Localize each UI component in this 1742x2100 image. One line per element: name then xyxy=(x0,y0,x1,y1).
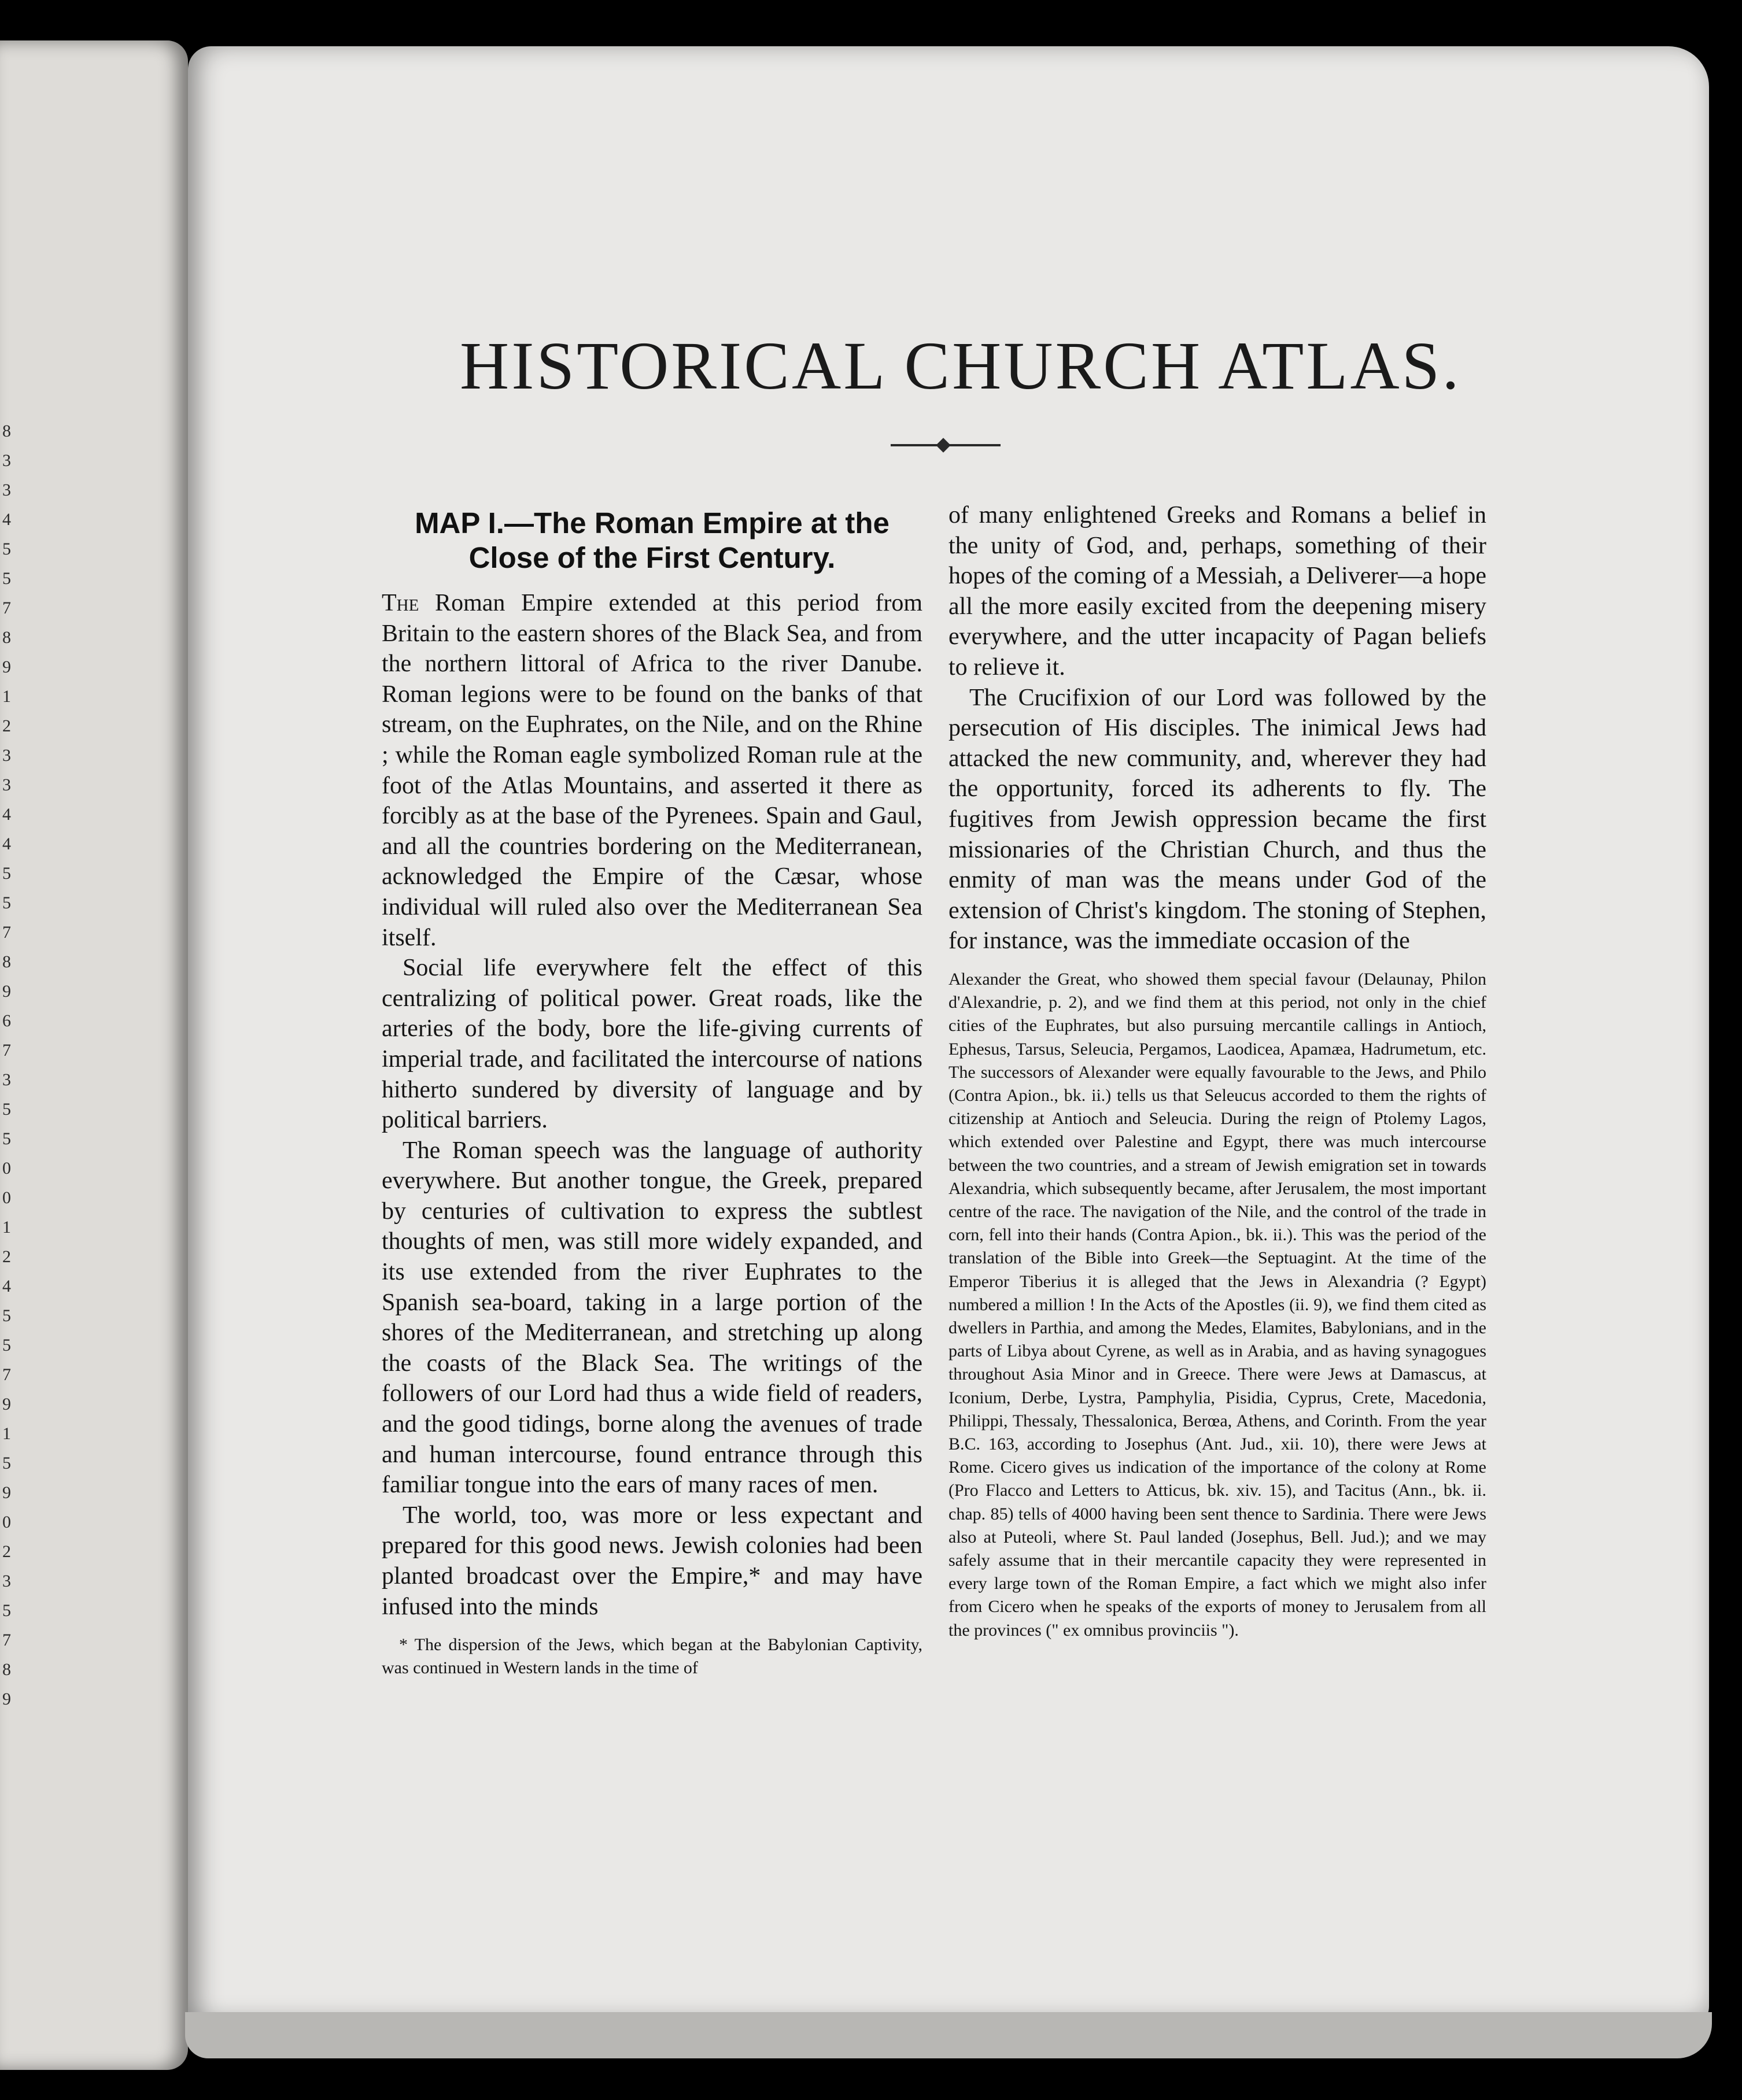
margin-number: 7 xyxy=(2,1631,11,1650)
margin-number: 3 xyxy=(2,1070,11,1089)
margin-number: 7 xyxy=(2,598,11,618)
margin-number: 5 xyxy=(2,539,11,559)
margin-number: 2 xyxy=(2,1542,11,1561)
margin-number: 5 xyxy=(2,1129,11,1148)
margin-number: 9 xyxy=(2,982,11,1001)
right-column xyxy=(948,500,1486,1642)
margin-number: 3 xyxy=(2,746,11,765)
margin-number: 7 xyxy=(2,1365,11,1384)
paragraph-roman-speech: The Roman speech was the language of authority everywhere. But another tongue, the Greek, prepared by centuries of cultivation to express the subtlest thoughts of men, was still more widely expanded, and its use extended from the river Euphrates to the Spanish sea-board, taking in a large portion of the shores of the Mediterranean, and stretching up along the coasts of the Black Sea. The writings of the followers of our Lord had thus a wide field of readers, and the good tidings, borne along the avenues of trade and human intercourse, found entrance through this familiar tongue into the ears of many races of men. xyxy=(382,1137,922,1499)
margin-number: 7 xyxy=(2,923,11,942)
paragraph-world-expectant: The world, too, was more or less expectant and prepared for this good news. Jewish colonies had been planted broadcast over the Empire,* and may have infused into the minds xyxy=(382,1502,922,1620)
margin-number: 5 xyxy=(2,1306,11,1325)
margin-number: 5 xyxy=(2,1336,11,1355)
drop-lead-word: The xyxy=(382,590,419,616)
margin-number: 4 xyxy=(2,834,11,853)
margin-number: 5 xyxy=(2,569,11,588)
paragraph-enlightened-greeks: of many enlightened Greeks and Romans a belief in the unity of God, and, perhaps, something of their hopes of the coming of a Messiah, a Deliverer—a hope all the more easily excited from the deepening misery everywhere, and the utter incapacity of Pagan beliefs to relieve it. xyxy=(948,502,1486,681)
footnote-continuation: Alexander the Great, who showed them special favour (Delaunay, Philon d'Alexandrie, p. 2), and we find them at this period, not only in the chief cities of the Euphrates, but also pursuing mercantile callings in Antioch, Ephesus, Tarsus, Seleucia, Pergamos, Laodicea, Apamæa, Hadrumetum, etc. The successors of Alexander were equally favourable to the Jews, and Philo (Contra Apion., bk. ii.) tells us that Seleucus accorded to them the rights of citizenship at Antioch and Seleucia. During the reign of Ptolemy Lagos, which extended over Palestine and Egypt, there was much intercourse between the two countries, and a stream of Jewish emigration set in towards Alexandria, which subsequently became, after Jerusalem, the most important centre of the race. The navigation of the Nile, and the control of the trade in corn, fell into their hands (Contra Apion., bk. ii.). This was the period of the translation of the Bible into Greek—the Septuagint. At the time of the Emperor Tiberius it is alleged that the Jews in Alexandria (? Egypt) numbered a million ! In the Acts of the Apostles (ii. 9), we find them cited as dwellers in Parthia, and among the Medes, Elamites, Babylonians, and in the parts of Libya about Cyrene, as well as in Arabia, and as having synagogues throughout Asia Minor and in Greece. There were Jews at Damascus, at Iconium, Derbe, Lystra, Pamphylia, Pisidia, Cyprus, Crete, Macedonia, Philippi, Thessaly, Thessalonica, Berœa, Athens, and Corinth. From the year B.C. 163, according to Josephus (Ant. Jud., xii. 10), there were Jews at Rome. Cicero gives us indication of the importance of the colony at Rome (Pro Flacco and Letters to Atticus, bk. xiv. 15), and Tacitus (Ann., bk. ii. chap. 85) tells of 4000 having been sent thence to Sardinia. There were Jews also at Puteoli, where St. Paul landed (Josephus, Bell. Jud.); and we may safely assume that in their mercantile capacity they were represented in every large town of the Roman Empire, a fact which we might also infer from Cicero when he speaks of the exports of money to Jerusalem from all the provinces (" ex omnibus provinciis "). xyxy=(948,969,1486,1640)
margin-number: 9 xyxy=(2,657,11,676)
left-column xyxy=(382,506,922,1680)
paragraph-social-life: Social life everywhere felt the effect of this centralizing of political power. Great roads, like the arteries of the body, bore the life-giving currents of imperial trade, and facilitated the intercourse of nations hitherto sundered by diversity of language and by political barriers. xyxy=(382,955,922,1134)
margin-number: 8 xyxy=(2,628,11,647)
margin-number: 5 xyxy=(2,1601,11,1620)
margin-number: 5 xyxy=(2,864,11,883)
footnote-dispersion: * The dispersion of the Jews, which began at the Babylonian Captivity, was continued in Western lands in the time of xyxy=(382,1635,922,1678)
margin-number: 9 xyxy=(2,1689,11,1709)
margin-number: 3 xyxy=(2,451,11,470)
paragraph-roman-empire xyxy=(382,588,922,953)
margin-number: 6 xyxy=(2,1011,11,1030)
margin-number: 9 xyxy=(2,1395,11,1414)
paragraph-text: Roman Empire extended at this period from Britain to the eastern shores of the Black Sea, and from the northern littoral of Africa to the river Danube. Roman legions were to be found on the banks of that stream, on the Euphrates, on the Nile, and on the Rhine ; while the Roman eagle symbolized Roman rule at the foot of the Atlas Mountains, and asserted it there as forcibly as at the base of the Pyrenees. Spain and Gaul, and all the countries bordering on the Mediterranean, acknowledged the Empire of the Cæsar, whose individual will ruled also over the Mediterranean Sea itself. xyxy=(382,590,922,951)
margin-number: 0 xyxy=(2,1188,11,1207)
margin-number: 2 xyxy=(2,716,11,735)
margin-number: 3 xyxy=(2,480,11,500)
margin-number: 8 xyxy=(2,952,11,971)
margin-number: 5 xyxy=(2,1100,11,1119)
margin-number: 1 xyxy=(2,1218,11,1237)
margin-number: 1 xyxy=(2,687,11,706)
margin-page-numbers xyxy=(2,416,17,1714)
margin-number: 5 xyxy=(2,893,11,912)
margin-number: 7 xyxy=(2,1041,11,1060)
page-bottom-edge xyxy=(185,2012,1712,2058)
margin-number: 2 xyxy=(2,1247,11,1266)
margin-number: 0 xyxy=(2,1513,11,1532)
margin-number: 9 xyxy=(2,1483,11,1502)
margin-number: 3 xyxy=(2,1572,11,1591)
facing-page-edge xyxy=(0,40,188,2070)
margin-number: 8 xyxy=(2,422,11,441)
title-ornament-rule xyxy=(891,444,1001,446)
margin-number: 3 xyxy=(2,775,11,794)
margin-number: 4 xyxy=(2,510,11,529)
margin-number: 4 xyxy=(2,805,11,824)
margin-number: 5 xyxy=(2,1454,11,1473)
margin-number: 0 xyxy=(2,1159,11,1178)
paragraph-crucifixion: The Crucifixion of our Lord was followed by the persecution of His disciples. The inimical Jews had attacked the new community, and, wherever they had the opportunity, forced its adherents to fly. The fugitives from Jewish oppression became the first missionaries of the Christian Church, and thus the enmity of man was the means under God of the extension of Christ's kingdom. The stoning of Stephen, for instance, was the immediate occasion of the xyxy=(948,684,1486,955)
atlas-title: HISTORICAL CHURCH ATLAS. xyxy=(460,328,1461,404)
margin-number: 8 xyxy=(2,1660,11,1679)
margin-number: 4 xyxy=(2,1277,11,1296)
map-heading: MAP I.—The Roman Empire at the Close of the First Century. xyxy=(415,506,890,574)
margin-number: 1 xyxy=(2,1424,11,1443)
